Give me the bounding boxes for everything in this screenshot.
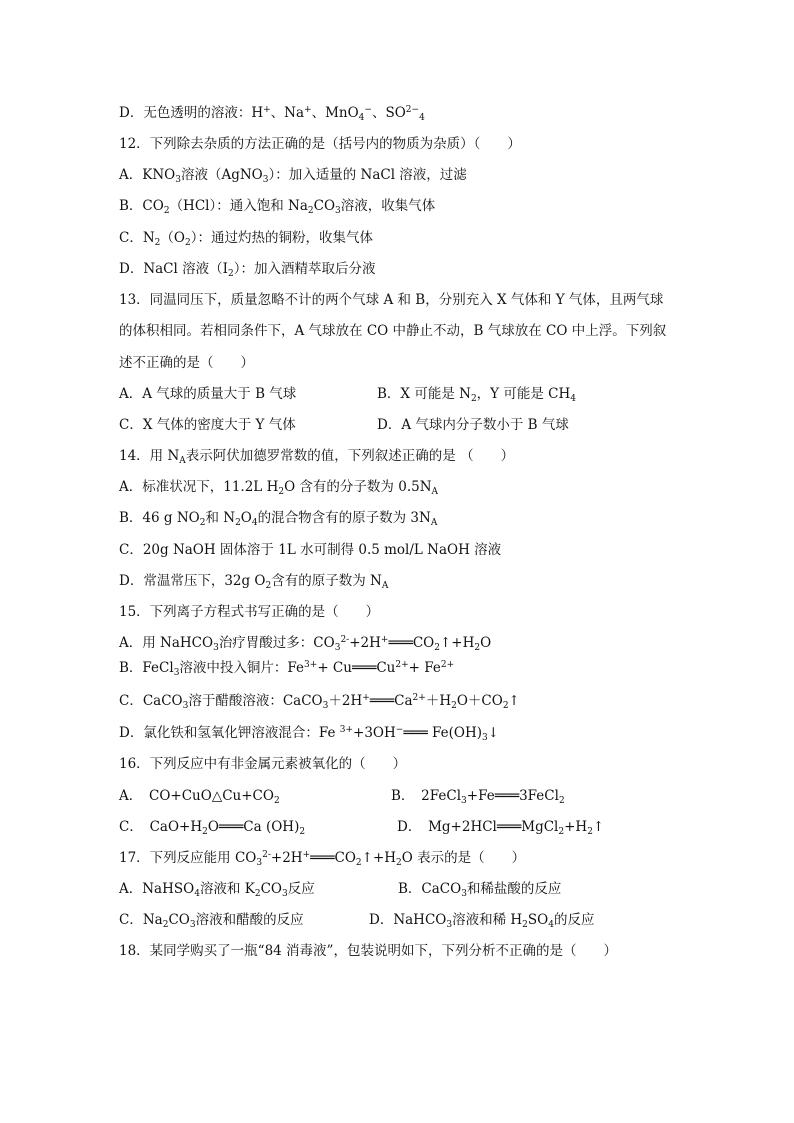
line-left-text xyxy=(119,323,666,339)
line-right-option xyxy=(397,818,604,836)
line-left-text xyxy=(119,635,491,651)
q16-options-cd xyxy=(119,818,679,836)
question-13-stem-line2 xyxy=(119,322,666,340)
text-run: ＋2H xyxy=(328,693,363,709)
text-run: +Fe═══3FeCl xyxy=(466,788,559,804)
text-run: 述不正确的是（ ） xyxy=(119,355,254,371)
line-left-text xyxy=(119,167,467,183)
line-left-text xyxy=(119,479,438,495)
text-run: 反应 xyxy=(287,881,315,897)
text-run: A． CO+CuO xyxy=(119,788,212,804)
line-left-text xyxy=(119,881,315,897)
text-run: 2 xyxy=(202,827,208,837)
line-left-text xyxy=(119,448,514,464)
text-run: 2 xyxy=(235,518,241,528)
text-run: 2+ xyxy=(440,660,455,670)
text-run: 的混合物含有的原子数为 3N xyxy=(257,510,431,526)
text-run: 溶液和稀 H xyxy=(452,912,523,928)
question-16-stem xyxy=(119,755,406,773)
text-run: 3+ xyxy=(339,725,354,735)
text-run: C．CaCO xyxy=(119,693,183,709)
text-run: + xyxy=(302,850,311,860)
text-run: ↑ xyxy=(508,693,520,709)
text-run: 16．下列反应中有非金属元素被氧化的（ ） xyxy=(119,756,407,772)
text-run: C． CaO+H xyxy=(119,819,203,835)
text-run: 4 xyxy=(548,920,554,930)
question-18-stem xyxy=(119,942,617,960)
line-left-text xyxy=(119,693,520,709)
text-run: B．X 可能是 N xyxy=(377,386,471,402)
text-run: 2 xyxy=(355,858,362,868)
text-run: 3 xyxy=(256,858,263,868)
text-run: 、Na xyxy=(270,105,305,121)
text-run: 2− xyxy=(405,105,420,115)
text-run: 12．下列除去杂质的方法正确的是（括号内的物质为杂质）（ ） xyxy=(119,136,521,152)
text-run: 2 xyxy=(278,487,285,497)
line-left-text xyxy=(119,756,406,772)
text-run: （HCl）：通入饱和 Na xyxy=(169,198,308,214)
line-left-text xyxy=(119,788,280,804)
text-run: 4 xyxy=(194,889,200,899)
text-run: 2 xyxy=(558,827,565,837)
text-run: 15．下列离子方程式书写正确的是（ ） xyxy=(119,604,380,620)
text-run: 2 xyxy=(470,394,477,404)
line-left-text xyxy=(119,725,499,741)
text-run: 3 xyxy=(461,796,467,806)
text-run: 的反应 xyxy=(553,912,595,928)
text-run: − xyxy=(364,105,372,115)
text-run: ═══Ca xyxy=(369,693,413,709)
text-run: 2 xyxy=(199,518,206,528)
text-run: D． Mg+2HCl═══MgCl xyxy=(397,819,559,835)
line-left-text xyxy=(119,912,304,928)
question-15-stem xyxy=(119,603,379,621)
text-run: O xyxy=(240,510,252,526)
text-run: 溶于醋酸溶液：CaCO xyxy=(188,693,323,709)
text-run: ↑+H xyxy=(361,850,397,866)
question-14-stem xyxy=(119,447,514,465)
text-run: +H xyxy=(564,819,588,835)
text-run: D．无色透明的溶液：H xyxy=(119,105,264,121)
text-run: 的体积相同。若相同条件下，A 气球放在 CO 中静止不动，B 气球放在 CO 中上浮。下列叙 xyxy=(119,323,667,339)
text-run: 2 xyxy=(227,269,234,279)
text-run: C．X 气体的密度大于 Y 气体 xyxy=(119,417,296,433)
line-right-option xyxy=(391,787,565,805)
line-left-text xyxy=(119,542,501,558)
text-run: 2 xyxy=(451,701,457,711)
text-run: A xyxy=(179,456,186,466)
question-17-stem xyxy=(119,849,525,867)
text-run: ）：加入适量的 NaCl 溶液，过滤 xyxy=(268,167,467,183)
line-left-text xyxy=(119,850,525,866)
text-run: + xyxy=(304,105,312,115)
text-run: ↑ xyxy=(592,819,605,835)
text-run: ═══CO xyxy=(310,850,356,866)
text-run: 和稀盐酸的反应 xyxy=(466,881,562,897)
text-run: 3 xyxy=(173,668,180,678)
text-run: 2+ xyxy=(395,660,409,670)
text-run: B．CaCO xyxy=(398,881,462,897)
q12-option-b xyxy=(119,197,435,215)
q12-option-c xyxy=(119,229,373,247)
line-left-text xyxy=(119,292,663,308)
text-run: 18．某同学购买了一瓶“84 消毒液”，包装说明如下，下列分析不正确的是（ ） xyxy=(119,943,617,959)
text-run: ↑+H xyxy=(439,635,475,651)
text-run: A．A 气球的质量大于 B 气球 xyxy=(119,386,297,402)
line-left-text xyxy=(119,261,375,277)
text-run: CO xyxy=(313,198,336,214)
line-left-text xyxy=(119,230,373,246)
text-run: 2- xyxy=(340,635,350,645)
text-run: O＋CO xyxy=(456,693,503,709)
text-run: 、SO xyxy=(371,105,406,121)
text-run: +3OH xyxy=(353,725,396,741)
text-run: 2 xyxy=(474,643,481,653)
text-run: 2 xyxy=(502,701,509,711)
text-run: A xyxy=(431,487,439,497)
text-run: + xyxy=(380,635,389,645)
text-run: ，Y 可能是 CH xyxy=(476,386,571,402)
q16-options-ab xyxy=(119,787,679,805)
text-run: 4 xyxy=(358,113,365,123)
text-run: 2 xyxy=(299,827,306,837)
line-left-text xyxy=(119,660,454,676)
line-left-text xyxy=(119,819,305,835)
q17-options-cd xyxy=(119,911,679,929)
text-run: + xyxy=(263,105,271,115)
text-run: C．N xyxy=(119,230,155,246)
text-run: 2 xyxy=(162,920,169,930)
text-run: 3 xyxy=(213,643,219,653)
text-run: 2 xyxy=(154,238,161,248)
text-run: 2 xyxy=(522,920,528,930)
q15-option-d xyxy=(119,724,499,742)
q13-options-cd xyxy=(119,416,679,434)
text-run: 和 N xyxy=(205,510,236,526)
q14-option-c xyxy=(119,541,501,559)
text-run: A．NaHSO xyxy=(119,881,195,897)
text-run: 3 xyxy=(189,920,196,930)
text-run: SO xyxy=(527,912,549,928)
text-run: Cu+CO xyxy=(222,788,274,804)
text-run: D．常温常压下，32g O xyxy=(119,573,266,589)
text-run: 3 xyxy=(175,175,181,185)
text-run: ）：通过灼热的铜粉，收集气体 xyxy=(190,230,373,246)
text-run: 3 xyxy=(335,206,341,216)
text-run: 、MnO xyxy=(311,105,359,121)
text-run: 溶液中投入铜片：Fe xyxy=(179,660,305,676)
text-run: 2 xyxy=(265,581,272,591)
text-run: O xyxy=(480,635,492,651)
line-left-text xyxy=(119,417,296,433)
line-left-text xyxy=(119,604,379,620)
text-run: 3 xyxy=(334,643,341,653)
q12-option-d xyxy=(119,260,375,278)
line-left-text xyxy=(119,573,388,589)
text-run: + Fe xyxy=(408,660,441,676)
q14-option-a xyxy=(119,478,438,496)
text-run: ═══ Fe(OH) xyxy=(403,725,482,741)
text-run: O 含有的分子数为 0.5N xyxy=(284,479,432,495)
text-run: B．46 g NO xyxy=(119,510,200,526)
text-run: ═══CO xyxy=(388,635,435,651)
q15-option-a xyxy=(119,634,491,652)
text-run: D．NaCl 溶液（I xyxy=(119,261,228,277)
text-run: 2 xyxy=(434,643,440,653)
question-13-stem-line1 xyxy=(119,291,663,309)
text-run: 2 xyxy=(273,796,280,806)
text-run: A．用 NaHCO xyxy=(119,635,214,651)
text-run: ↓ xyxy=(487,725,500,741)
text-run: D．氯化铁和氢氧化钾溶液混合：Fe xyxy=(119,725,340,741)
line-right-option xyxy=(369,911,594,929)
question-12-stem xyxy=(119,135,521,153)
text-run: A．标准状况下，11.2L H xyxy=(119,479,279,495)
text-run: 3 xyxy=(281,889,288,899)
text-run: 14．用 N xyxy=(119,448,180,464)
text-run: 2+ xyxy=(412,693,426,703)
line-left-text xyxy=(119,943,617,959)
text-run: 3 xyxy=(182,701,189,711)
text-run: 3 xyxy=(322,701,329,711)
text-run: 2 xyxy=(254,889,261,899)
text-run: 3 xyxy=(262,175,269,185)
text-run: D．A 气球内分子数小于 B 气球 xyxy=(377,417,569,433)
text-run: 2 xyxy=(396,858,402,868)
text-run: C．20g NaOH 固体溶于 1L 水可制得 0.5 mol/L NaOH 溶液 xyxy=(119,542,502,558)
text-run: D．NaHCO xyxy=(369,912,447,928)
text-run: 17．下列反应能用 CO xyxy=(119,850,257,866)
text-run: 2 xyxy=(558,796,565,806)
text-run: CO xyxy=(168,912,190,928)
text-run: 溶液（AgNO xyxy=(180,167,263,183)
text-run: 溶液和 K xyxy=(199,881,255,897)
q15-option-c xyxy=(119,692,520,710)
text-run: A xyxy=(381,581,389,591)
text-run: +2H xyxy=(270,850,303,866)
text-run: 溶液，收集气体 xyxy=(340,198,436,214)
line-left-text xyxy=(119,355,254,371)
text-run: ＋H xyxy=(425,693,452,709)
text-run: 2 xyxy=(184,238,191,248)
text-run: − xyxy=(395,725,404,735)
text-run: +2H xyxy=(349,635,381,651)
line-q11-option-d xyxy=(119,104,425,122)
text-run: 3 xyxy=(446,920,453,930)
line-left-text xyxy=(119,105,425,121)
q14-option-b xyxy=(119,509,437,527)
text-run: 4 xyxy=(570,394,577,404)
q13-options-ab xyxy=(119,385,679,403)
text-run: 表示阿伏加德罗常数的值，下列叙述正确的是 （ ） xyxy=(185,448,515,464)
line-left-text xyxy=(119,198,435,214)
text-run: + Cu═══Cu xyxy=(317,660,396,676)
text-run: 3 xyxy=(481,733,488,743)
text-run: A．KNO xyxy=(119,167,176,183)
line-left-text xyxy=(119,510,437,526)
text-run: B． 2FeCl xyxy=(391,788,462,804)
question-13-stem-line3 xyxy=(119,354,254,372)
q15-option-b xyxy=(119,659,454,677)
line-right-option xyxy=(398,880,561,898)
line-right-option xyxy=(377,416,569,434)
text-run: 2 xyxy=(163,206,170,216)
text-run: 2 xyxy=(307,206,314,216)
text-run: （O xyxy=(160,230,185,246)
text-run: B．CO xyxy=(119,198,164,214)
text-run: 13．同温同压下，质量忽略不计的两个气球 A 和 B，分别充入 X 气体和 Y 气体，且两气球 xyxy=(119,292,664,308)
text-run: 4 xyxy=(419,113,425,123)
text-run: ）：加入酒精萃取后分液 xyxy=(233,261,376,277)
text-run: 含有的原子数为 N xyxy=(271,573,382,589)
text-run: 2 xyxy=(587,827,593,837)
text-run: O═══Ca (OH) xyxy=(207,819,300,835)
line-right-option xyxy=(377,385,576,403)
text-run: O 表示的是（ ） xyxy=(401,850,526,866)
text-run: C．Na xyxy=(119,912,163,928)
line-left-text xyxy=(119,386,296,402)
text-run: 溶液和醋酸的反应 xyxy=(195,912,304,928)
text-run: 3 xyxy=(461,889,467,899)
text-run: B．FeCl xyxy=(119,660,174,676)
text-run: + xyxy=(362,693,370,703)
line-left-text xyxy=(119,136,521,152)
text-run: 3+ xyxy=(304,660,318,670)
q12-option-a xyxy=(119,166,467,184)
text-run: CO xyxy=(260,881,282,897)
q14-option-d xyxy=(119,572,388,590)
text-run: △ xyxy=(211,788,223,804)
text-run: A xyxy=(430,518,438,528)
text-run: 2- xyxy=(262,850,271,860)
text-run: 治疗胃酸过多：CO xyxy=(218,635,335,651)
q17-options-ab xyxy=(119,880,679,898)
text-run: 4 xyxy=(251,518,258,528)
